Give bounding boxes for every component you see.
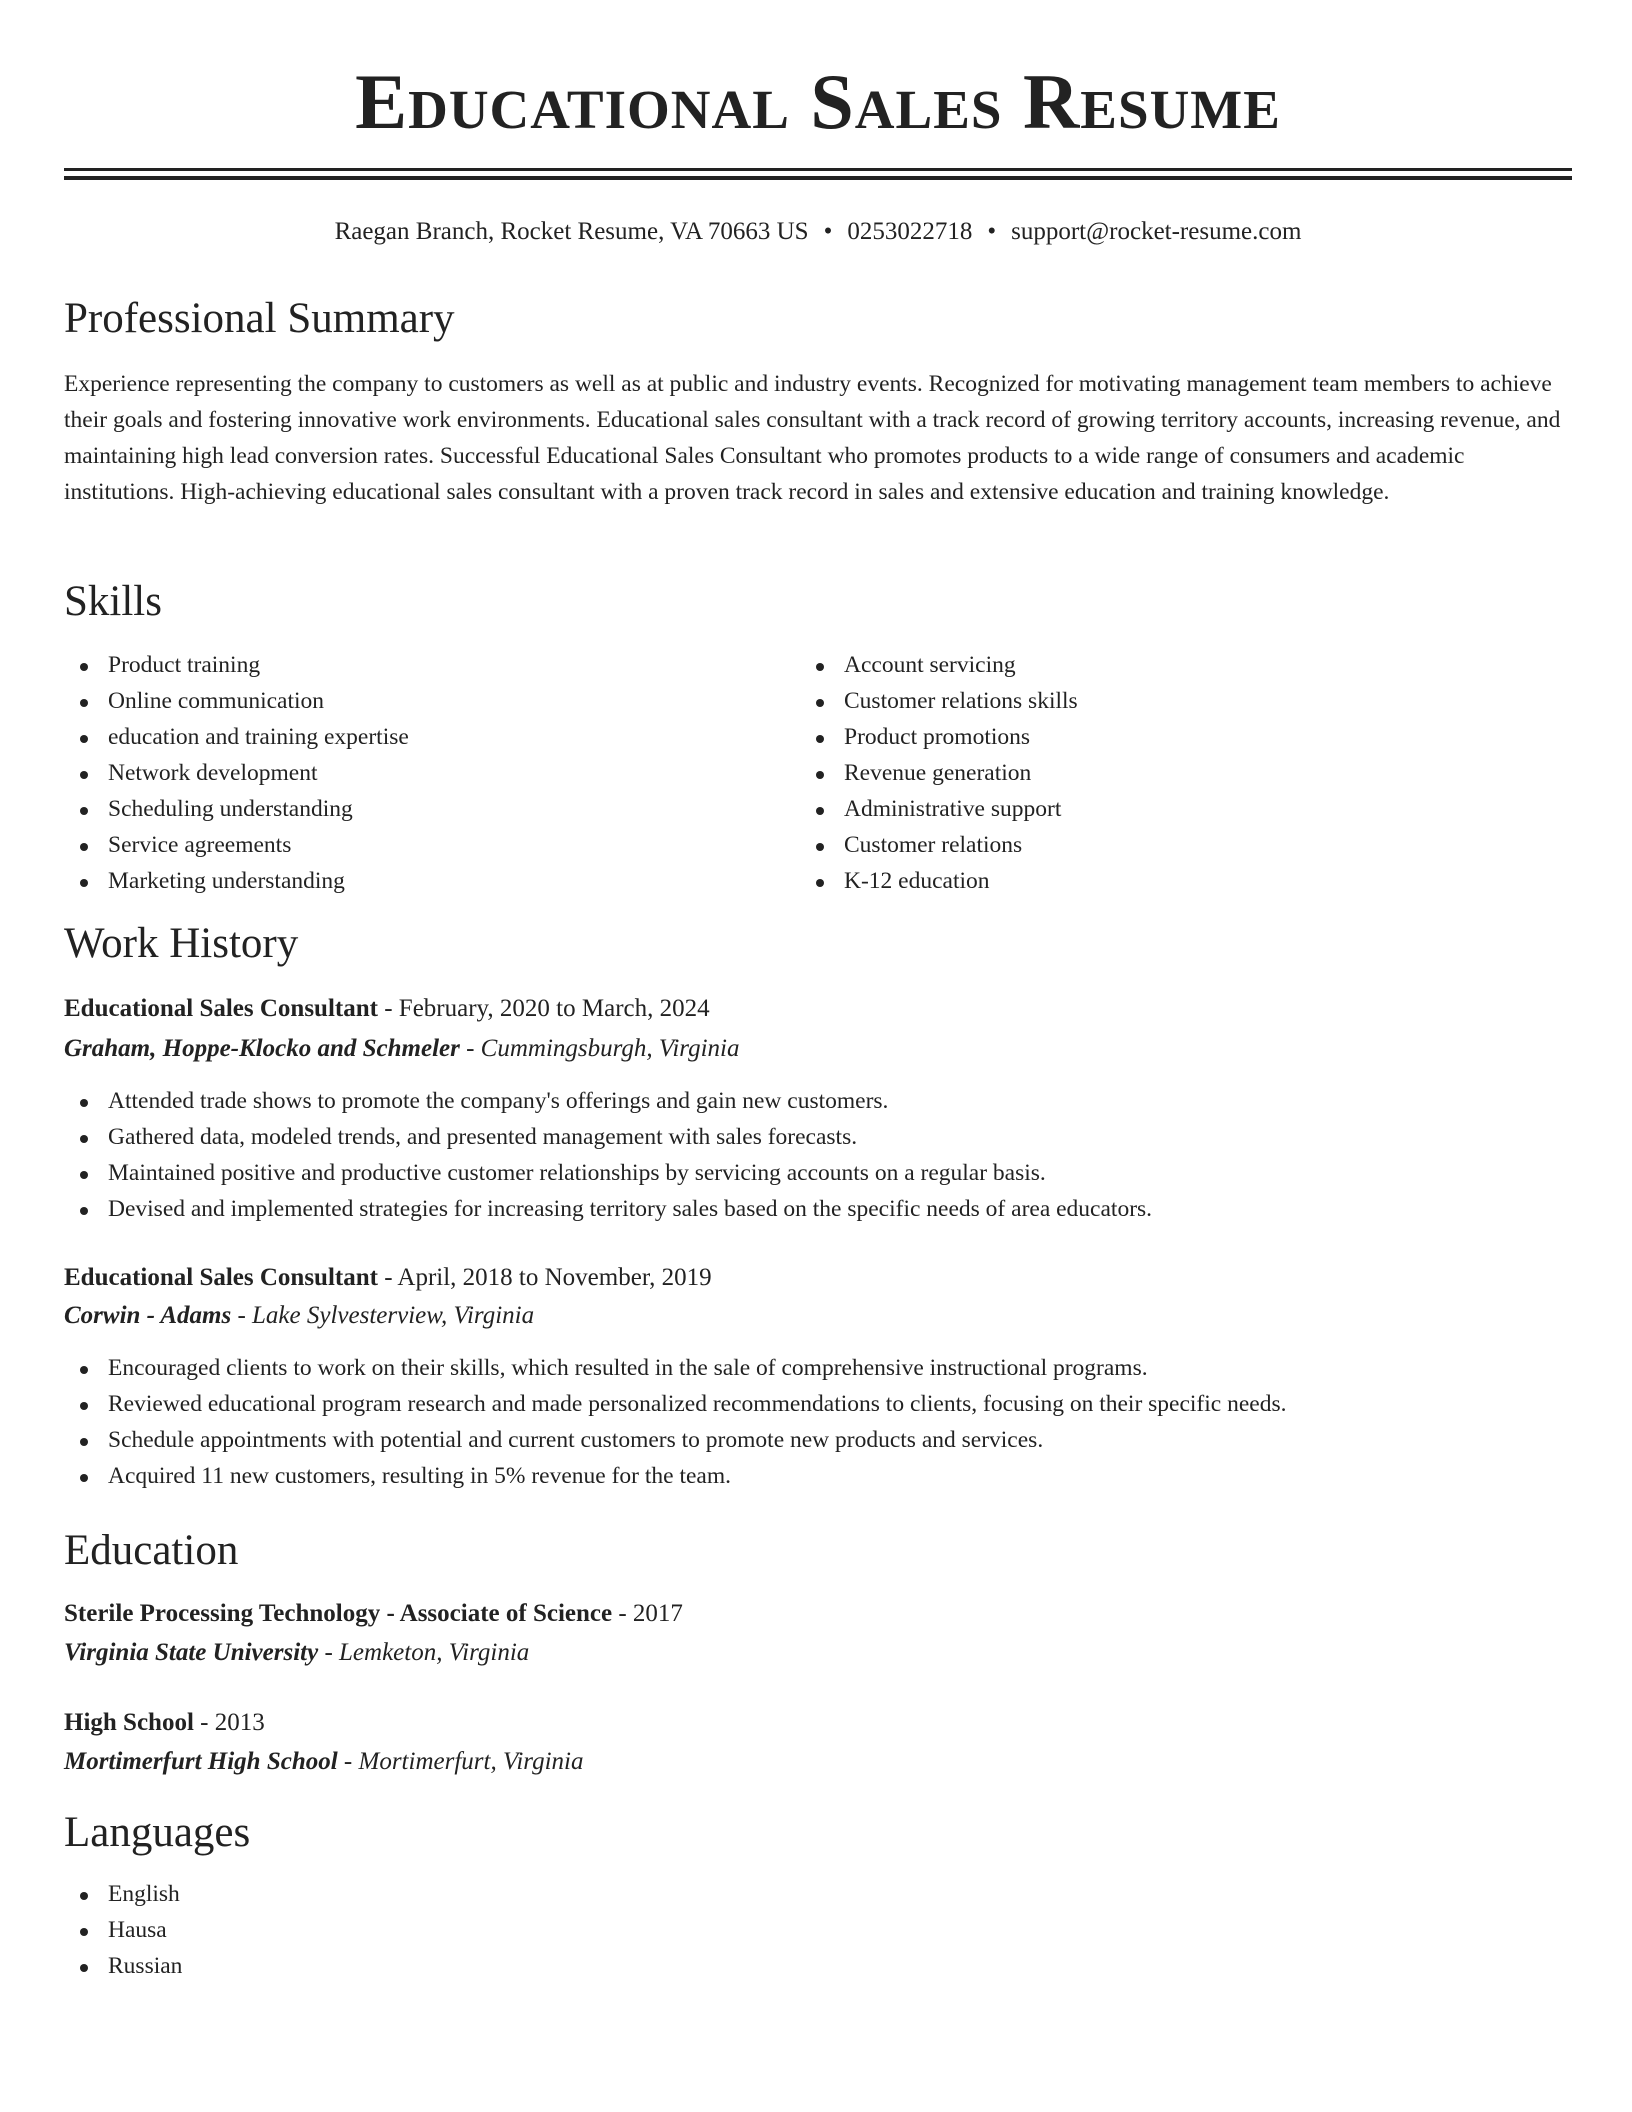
skill-item: Network development	[64, 755, 409, 791]
education-heading: Education	[64, 1527, 239, 1574]
job-bullet: Maintained positive and productive customer relationships by servicing accounts on a regular basis.	[64, 1155, 1152, 1191]
job-company-line	[64, 1296, 534, 1336]
job-bullets	[64, 1083, 1152, 1227]
job-title: Educational Sales Consultant	[64, 1264, 378, 1291]
education-degree-line	[64, 1594, 683, 1634]
languages-list	[64, 1876, 182, 1984]
title-divider-top	[64, 168, 1572, 171]
job-bullet: Schedule appointments with potential and current customers to promote new products and services.	[64, 1422, 1286, 1458]
education-degree-line	[64, 1703, 265, 1743]
job-title-line	[64, 989, 710, 1029]
skill-item: Online communication	[64, 683, 409, 719]
job-title: Educational Sales Consultant	[64, 995, 378, 1022]
skills-list-left	[64, 647, 409, 899]
job-bullet: Acquired 11 new customers, resulting in 5% revenue for the team.	[64, 1458, 1286, 1494]
job-bullet: Devised and implemented strategies for increasing territory sales based on the specific needs of area educators.	[64, 1191, 1152, 1227]
job-bullet: Attended trade shows to promote the company's offerings and gain new customers.	[64, 1083, 1152, 1119]
skill-item: education and training expertise	[64, 719, 409, 755]
job-company: Corwin - Adams	[64, 1302, 232, 1329]
job-company: Graham, Hoppe-Klocko and Schmeler	[64, 1035, 460, 1062]
contact-separator: •	[823, 218, 833, 245]
skill-item: Revenue generation	[800, 755, 1078, 791]
skill-item: Marketing understanding	[64, 863, 409, 899]
job-title-line	[64, 1258, 712, 1298]
education-degree: Sterile Processing Technology - Associate of Science	[64, 1600, 613, 1627]
skills-heading: Skills	[64, 578, 162, 625]
contact-separator: •	[987, 218, 997, 245]
education-location: - Lemketon, Virginia	[318, 1639, 530, 1666]
skill-item: Customer relations skills	[800, 683, 1078, 719]
skills-list-right	[800, 647, 1078, 899]
title-divider-bottom	[64, 176, 1572, 180]
job-company-line	[64, 1029, 739, 1069]
education-school: Virginia State University	[64, 1639, 319, 1666]
job-dates: - February, 2020 to March, 2024	[377, 995, 710, 1022]
education-degree: High School	[64, 1709, 194, 1736]
job-bullet: Encouraged clients to work on their skills, which resulted in the sale of comprehensive instructional programs.	[64, 1350, 1286, 1386]
skill-item: Customer relations	[800, 827, 1078, 863]
education-location: - Mortimerfurt, Virginia	[337, 1748, 584, 1775]
contact-email: support@rocket-resume.com	[1011, 218, 1302, 245]
job-bullet: Gathered data, modeled trends, and presented management with sales forecasts.	[64, 1119, 1152, 1155]
education-year: - 2013	[193, 1709, 265, 1736]
job-bullets	[64, 1350, 1286, 1494]
contact-address: Raegan Branch, Rocket Resume, VA 70663 US	[334, 218, 809, 245]
language-item: Russian	[64, 1948, 182, 1984]
contact-line	[64, 212, 1572, 252]
education-school: Mortimerfurt High School	[64, 1748, 338, 1775]
education-school-line	[64, 1633, 529, 1673]
education-school-line	[64, 1742, 584, 1782]
languages-heading: Languages	[64, 1809, 251, 1856]
skill-item: Scheduling understanding	[64, 791, 409, 827]
job-location: - Cummingsburgh, Virginia	[459, 1035, 740, 1062]
job-bullet: Reviewed educational program research and made personalized recommendations to clients, focusing on their specific needs.	[64, 1386, 1286, 1422]
job-dates: - April, 2018 to November, 2019	[377, 1264, 712, 1291]
contact-phone: 0253022718	[847, 218, 973, 245]
skill-item: K-12 education	[800, 863, 1078, 899]
job-location: - Lake Sylvesterview, Virginia	[231, 1302, 535, 1329]
skill-item: Product promotions	[800, 719, 1078, 755]
skill-item: Service agreements	[64, 827, 409, 863]
skill-item: Account servicing	[800, 647, 1078, 683]
skill-item: Product training	[64, 647, 409, 683]
language-item: Hausa	[64, 1912, 182, 1948]
work-heading: Work History	[64, 920, 299, 967]
skill-item: Administrative support	[800, 791, 1078, 827]
resume-title: Educational Sales Resume	[355, 58, 1281, 145]
education-year: - 2017	[612, 1600, 683, 1627]
language-item: English	[64, 1876, 182, 1912]
summary-heading: Professional Summary	[64, 295, 455, 342]
summary-text: Experience representing the company to customers as well as at public and industry events. Recognized for motivating management team members to achieve their goals and fostering innovative work environments. Educational sales consultant with a track record of growing territory accounts, increasing revenue, and maintaining high lead conversion rates. Successful Educational Sales Consultant who promotes products to a wide range of consumers and academic institutions. High-achieving educational sales consultant with a proven track record in sales and extensive education and training knowledge.	[64, 371, 1561, 505]
